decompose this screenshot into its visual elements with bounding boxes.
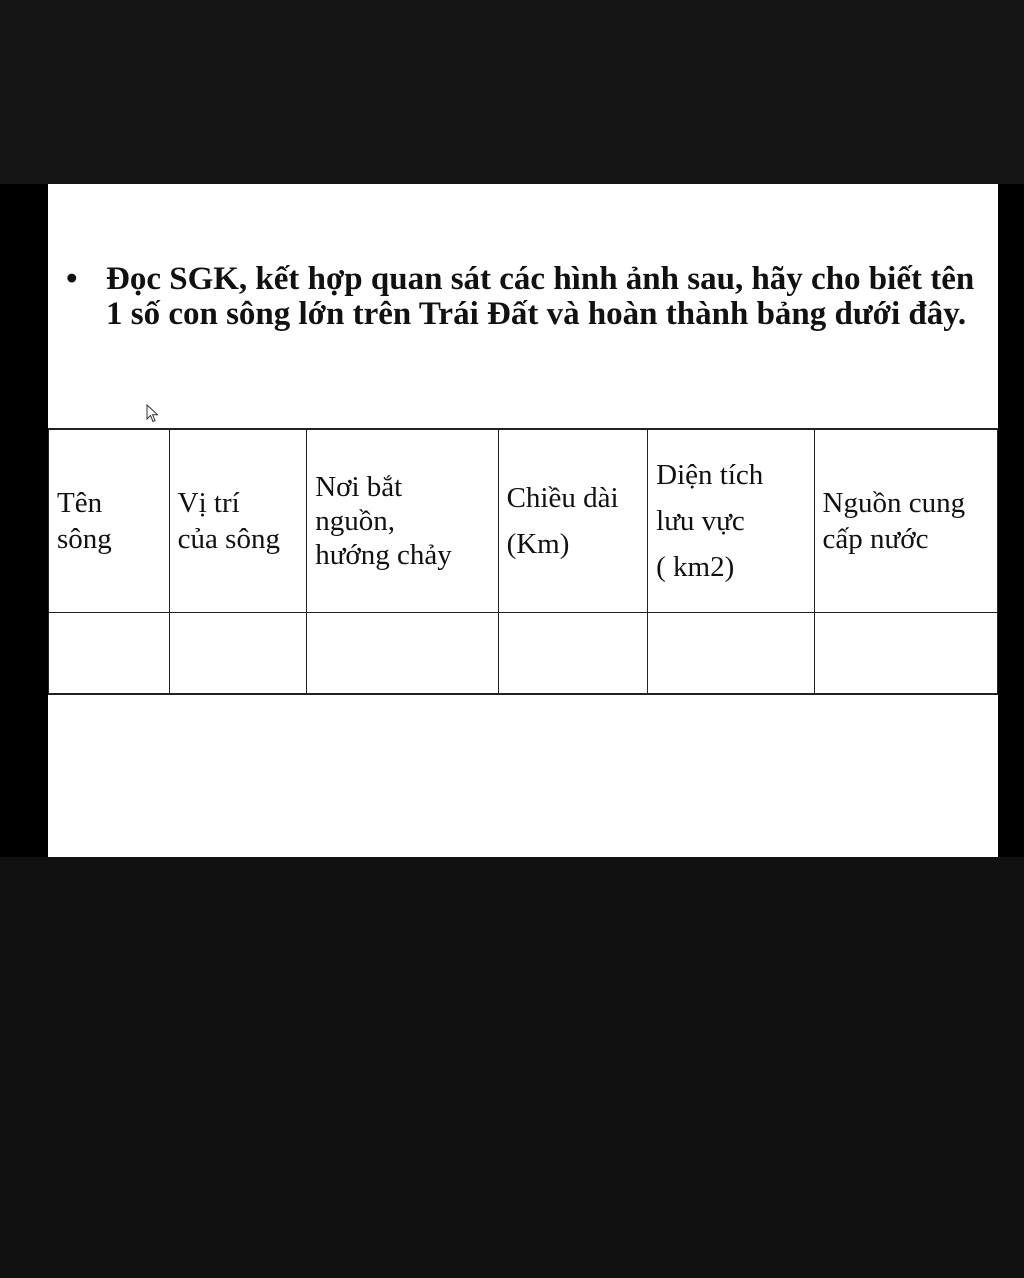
table-cell[interactable] (307, 612, 498, 694)
header-line: Nơi bắt (315, 470, 403, 503)
bullet-icon: • (66, 261, 78, 297)
river-table (48, 428, 998, 695)
header-ten-song (49, 429, 170, 612)
document-slide (48, 184, 998, 857)
header-line: nguồn, (315, 504, 395, 537)
header-nguon-cung (814, 429, 997, 612)
header-line: lưu vực (656, 504, 745, 537)
table-cell[interactable] (169, 612, 307, 694)
mouse-cursor-icon (146, 404, 160, 424)
bottom-dark-area (0, 857, 1024, 1278)
header-line: Tên (57, 486, 103, 519)
table-cell[interactable] (49, 612, 170, 694)
header-line: hướng chảy (315, 538, 452, 571)
header-line: của sông (177, 522, 280, 555)
table-cell[interactable] (648, 612, 814, 694)
instruction-text: Đọc SGK, kết hợp quan sát các hình ảnh sau, hãy cho biết tên 1 số con sông lớn trên Trái Đất và hoàn thành bảng dưới đây. (106, 261, 975, 332)
header-line: Nguồn cung (822, 486, 966, 519)
header-line: Chiều dài (506, 481, 619, 514)
header-dien-tich (648, 429, 814, 612)
table-row (49, 612, 998, 694)
header-line: Vị trí (177, 486, 240, 519)
header-line: (Km) (506, 527, 570, 560)
header-line: ( km2) (656, 550, 735, 583)
river-info-table (48, 428, 998, 695)
table-header-row (49, 429, 998, 612)
table-cell[interactable] (814, 612, 997, 694)
left-black-border (0, 184, 48, 857)
right-black-border (998, 184, 1024, 857)
header-vi-tri (169, 429, 307, 612)
header-noi-bat-nguon (307, 429, 498, 612)
instruction-bullet (66, 262, 976, 332)
table-cell[interactable] (498, 612, 648, 694)
header-line: cấp nước (822, 522, 929, 555)
header-line: sông (57, 522, 112, 555)
top-black-bar (0, 0, 1024, 184)
header-chieu-dai (498, 429, 648, 612)
header-line: Diện tích (656, 458, 764, 491)
